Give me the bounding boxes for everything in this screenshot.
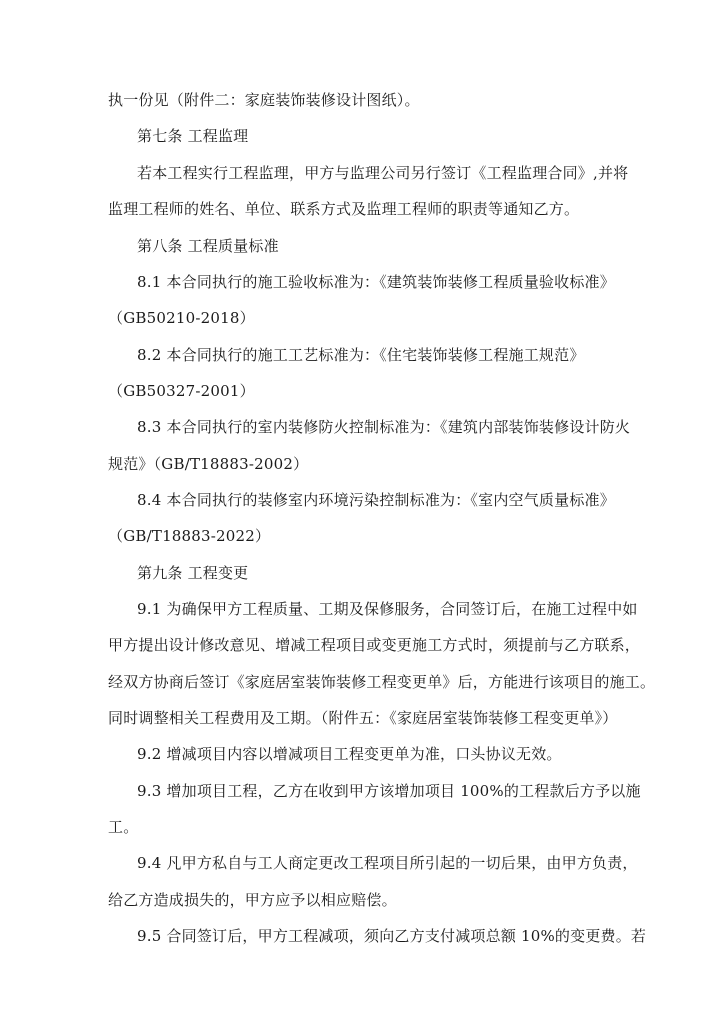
text-line: 执一份见（附件二：家庭装饰装修设计图纸）。 <box>108 91 420 109</box>
text-line: 8.4 本合同执行的装修室内环境污染控制标准为：《室内空气质量标准》 <box>137 491 615 509</box>
text-line: （GB50210-2018） <box>108 309 255 327</box>
text-line: 8.2 本合同执行的施工工艺标准为：《住宅装饰装修工程施工规范》 <box>137 346 585 364</box>
article-heading: 第七条 工程监理 <box>137 127 249 145</box>
text-line: 8.1 本合同执行的施工验收标准为：《建筑装饰装修工程质量验收标准》 <box>137 273 615 291</box>
text-line: 同时调整相关工程费用及工期。（附件五：《家庭居室装饰装修工程变更单》） <box>108 709 618 727</box>
text-line: 给乙方造成损失的，甲方应予以相应赔偿。 <box>108 891 397 909</box>
text-line: （GB/T18883-2022） <box>108 527 271 545</box>
text-line: 经双方协商后签订《家庭居室装饰装修工程变更单》后，方能进行该项目的施工。 <box>108 673 656 691</box>
text-line: 规范》（GB/T18883-2002） <box>108 455 309 473</box>
text-line: 9.2 增减项目内容以增减项目工程变更单为准，口头协议无效。 <box>137 745 562 763</box>
article-heading: 第九条 工程变更 <box>137 564 249 582</box>
text-line: 9.3 增加项目工程，乙方在收到甲方该增加项目 100%的工程款后方予以施 <box>137 782 641 800</box>
text-line: 9.5 合同签订后，甲方工程减项，须向乙方支付减项总额 10%的变更费。若 <box>137 927 647 945</box>
text-line: 9.4 凡甲方私自与工人商定更改工程项目所引起的一切后果，由甲方负责， <box>137 854 638 872</box>
text-line: 9.1 为确保甲方工程质量、工期及保修服务，合同签订后，在施工过程中如 <box>137 600 638 618</box>
article-heading: 第八条 工程质量标准 <box>137 237 279 255</box>
text-line: 工。 <box>108 818 139 836</box>
text-line: （GB50327-2001） <box>108 382 255 400</box>
text-line: 8.3 本合同执行的室内装修防火控制标准为：《建筑内部装饰装修设计防火 <box>137 418 631 436</box>
text-line: 监理工程师的姓名、单位、联系方式及监理工程师的职责等通知乙方。 <box>108 200 580 218</box>
text-line: 若本工程实行工程监理，甲方与监理公司另行签订《工程监理合同》,并将 <box>137 164 629 182</box>
text-line: 甲方提出设计修改意见、增减工程项目或变更施工方式时，须提前与乙方联系， <box>108 636 641 654</box>
